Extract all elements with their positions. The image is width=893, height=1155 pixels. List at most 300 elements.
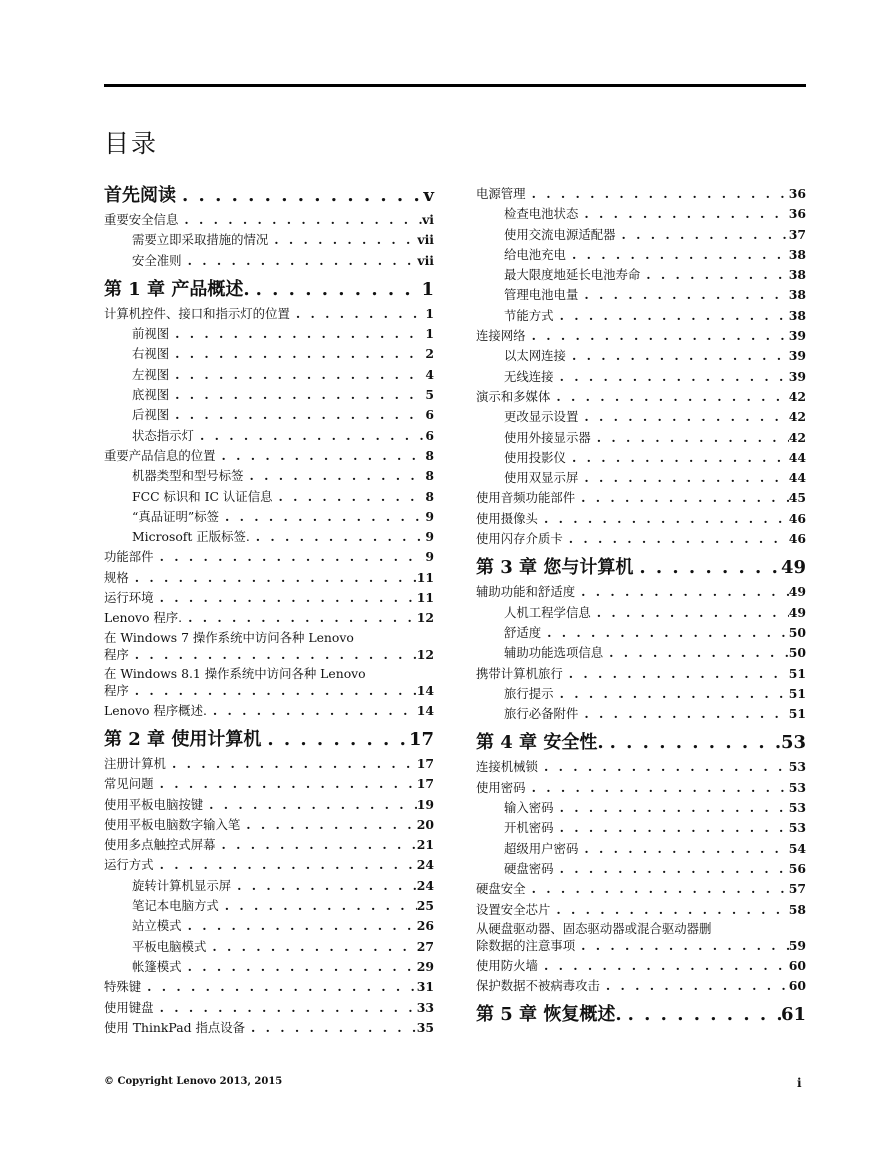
toc-entry-page: 60 — [788, 978, 806, 994]
toc-entry-label: 节能方式 — [504, 307, 554, 323]
toc-entry-page: 19 — [416, 796, 434, 812]
toc-entry-page: 49 — [788, 584, 806, 600]
toc-entry-page: 2 — [425, 346, 434, 362]
toc-entry[interactable] — [476, 839, 806, 859]
toc-entry-label: 帐篷模式 — [132, 958, 182, 974]
toc-entry-label: 演示和多媒体 — [476, 388, 551, 404]
toc-entry-label: 旅行提示 — [504, 685, 554, 701]
toc-entry-label: 电源管理 — [476, 186, 526, 201]
toc-entry-label: 安全准则 — [132, 252, 182, 268]
dot-leader — [554, 818, 789, 838]
toc-entry-label: 使用平板电脑数字输入笔 — [104, 816, 241, 832]
toc-entry-page: 59 — [788, 937, 806, 953]
toc-entry-page: v — [423, 185, 434, 206]
toc-entry-page: 25 — [416, 898, 434, 914]
dot-leader — [578, 285, 788, 305]
dot-leader — [169, 385, 424, 405]
toc-entry-label: 更改显示设置 — [504, 409, 579, 425]
toc-entry-page: 36 — [788, 186, 806, 201]
toc-entry-label: 在 Windows 7 操作系统中访问各种 Lenovo — [104, 629, 354, 645]
toc-entry-label: “真品证明”标签 — [132, 508, 220, 524]
toc-entry-page: 6 — [425, 407, 434, 423]
toc-entry-page: 17 — [416, 776, 434, 792]
dot-leader — [261, 728, 409, 752]
dot-leader — [244, 466, 424, 486]
toc-entry[interactable] — [476, 204, 806, 224]
toc-entry[interactable] — [476, 798, 806, 818]
dot-leader — [566, 245, 789, 265]
toc-entry-label: 人机工程学信息 — [504, 604, 591, 620]
dot-leader — [240, 815, 416, 835]
toc-entry-page: 46 — [788, 531, 806, 547]
toc-entry[interactable] — [476, 468, 806, 488]
toc-entry-page: 4 — [425, 366, 434, 382]
toc-entry-page: 14 — [416, 702, 434, 718]
dot-leader — [622, 1003, 781, 1027]
toc-entry-page: 5 — [425, 387, 434, 403]
dot-leader — [141, 977, 417, 997]
dot-leader — [578, 407, 788, 427]
toc-entry[interactable] — [476, 976, 806, 996]
dot-leader — [176, 184, 424, 208]
toc-entry-label: 后视图 — [132, 407, 170, 423]
dot-leader — [182, 916, 417, 936]
toc-entry-page: 39 — [788, 368, 806, 384]
dot-leader — [538, 956, 789, 976]
toc-entry[interactable] — [104, 385, 434, 405]
dot-leader — [290, 304, 424, 324]
toc-entry-label: 状态指示灯 — [132, 427, 194, 443]
toc-entry-page: 11 — [416, 590, 434, 606]
page-title: 目录 — [104, 129, 159, 158]
dot-leader — [526, 778, 789, 798]
dot-leader — [526, 326, 789, 346]
toc-entry-label: 使用外接显示器 — [504, 429, 591, 445]
toc-entry[interactable] — [104, 405, 434, 425]
toc-entry-page: 26 — [416, 918, 434, 934]
toc-entry-label: 首先阅读 — [104, 185, 176, 206]
toc-entry-label: 注册计算机 — [104, 755, 166, 771]
dot-leader — [563, 529, 789, 549]
page-number: i — [797, 1076, 802, 1090]
dot-leader — [541, 623, 789, 643]
toc-entry-page: 42 — [788, 409, 806, 425]
dot-leader — [169, 324, 424, 344]
dot-leader — [566, 346, 789, 366]
toc-entry[interactable] — [104, 344, 434, 364]
toc-entry-page: 45 — [788, 490, 806, 506]
toc-entry[interactable] — [104, 324, 434, 344]
dot-leader — [575, 488, 789, 508]
toc-entry[interactable] — [476, 488, 806, 508]
toc-entry[interactable] — [476, 387, 806, 407]
toc-entry-label: 使用密码 — [476, 779, 526, 795]
dot-leader — [154, 855, 417, 875]
toc-entry-page: 44 — [788, 470, 806, 486]
dot-leader — [219, 507, 424, 527]
toc-entry-label: 需要立即采取措施的情况 — [132, 232, 269, 248]
dot-leader — [550, 900, 788, 920]
toc-entry-label: 设置安全芯片 — [476, 901, 551, 917]
dot-leader — [554, 859, 789, 879]
dot-leader — [129, 682, 417, 699]
toc-entry[interactable] — [476, 778, 806, 798]
toc-entry[interactable] — [104, 998, 434, 1018]
toc-entry[interactable] — [104, 487, 434, 507]
toc-entry[interactable] — [476, 285, 806, 305]
toc-entry-page: 39 — [788, 328, 806, 344]
toc-entry-label: 输入密码 — [504, 800, 554, 816]
toc-entry-label: 保护数据不被病毒攻击 — [476, 978, 600, 994]
toc-entry-page: 53 — [788, 820, 806, 836]
toc-entry-label: 第 1 章 产品概述. — [104, 278, 250, 300]
dot-leader — [526, 879, 789, 899]
dot-leader — [578, 204, 788, 224]
toc-entry[interactable] — [104, 1018, 434, 1038]
toc-entry-label: 连接网络 — [476, 328, 526, 344]
dot-leader — [538, 757, 789, 777]
toc-entry-label: 功能部件 — [104, 549, 154, 565]
toc-entry[interactable] — [104, 957, 434, 977]
toc-entry-label: 运行方式 — [104, 857, 154, 873]
toc-entry-label: 使用音频功能部件 — [476, 490, 576, 506]
toc-entry-label: FCC 标识和 IC 认证信息 — [132, 488, 273, 504]
toc-entry-label: 旅行必备附件 — [504, 706, 579, 722]
toc-entry-page: 53 — [788, 800, 806, 816]
toc-entry[interactable] — [104, 876, 434, 896]
toc-entry-page: 51 — [788, 685, 806, 701]
toc-entry-label: 左视图 — [132, 366, 170, 382]
toc-entry[interactable] — [476, 859, 806, 879]
toc-entry-page: 49 — [780, 557, 806, 579]
toc-entry[interactable] — [476, 245, 806, 265]
dot-leader — [207, 701, 417, 721]
dot-leader — [554, 367, 789, 387]
toc-entry-page: 20 — [416, 816, 434, 832]
toc-entry-page: 38 — [788, 246, 806, 262]
toc-entry[interactable] — [104, 855, 434, 875]
dot-leader — [554, 798, 789, 818]
toc-entry[interactable] — [104, 937, 434, 957]
toc-entry-label-cont: 除数据的注意事项 — [476, 937, 576, 953]
toc-entry[interactable] — [476, 664, 806, 684]
toc-entry-page: 38 — [788, 307, 806, 323]
dot-leader — [566, 448, 789, 468]
toc-entry-label: Microsoft 正版标签. — [132, 529, 250, 545]
toc-entry-page: 37 — [788, 226, 806, 242]
toc-entry-label: 最大限度地延长电池寿命 — [504, 267, 641, 283]
toc-entry-page: 53 — [780, 732, 806, 754]
toc-entry-page: 50 — [788, 645, 806, 661]
toc-entry-label: 使用双显示屏 — [504, 470, 579, 486]
toc-entry-page: vii — [417, 232, 434, 248]
toc-entry[interactable] — [476, 643, 806, 663]
toc-entry-label: 使用平板电脑按键 — [104, 796, 204, 812]
toc-entry-page: 53 — [788, 759, 806, 775]
toc-entry-page: 1 — [425, 326, 434, 342]
dot-leader — [203, 795, 417, 815]
toc-entry-page: 12 — [416, 646, 434, 662]
toc-chapter-entry[interactable] — [476, 556, 806, 580]
toc-entry-label: 重要产品信息的位置 — [104, 447, 216, 463]
toc-column-right — [476, 184, 806, 1029]
toc-entry[interactable] — [104, 774, 434, 794]
toc-entry-page: 38 — [788, 287, 806, 303]
toc-entry-label: 管理电池电量 — [504, 287, 579, 303]
toc-entry-page: 58 — [788, 901, 806, 917]
toc-entry-label: 机器类型和型号标签 — [132, 468, 244, 484]
toc-entry-page: 56 — [788, 860, 806, 876]
toc-entry-label: 使用投影仪 — [504, 449, 566, 465]
toc-entry[interactable] — [476, 346, 806, 366]
toc-entry[interactable] — [104, 835, 434, 855]
toc-entry-page: 36 — [788, 206, 806, 222]
dot-leader — [633, 556, 781, 580]
toc-chapter-entry[interactable] — [104, 278, 434, 302]
dot-leader — [591, 428, 789, 448]
dot-leader — [272, 487, 424, 507]
toc-entry[interactable] — [476, 623, 806, 643]
toc-entry-label: 特殊键 — [104, 979, 142, 995]
dot-leader — [178, 210, 422, 230]
toc-entry-label: 给电池充电 — [504, 246, 566, 262]
dot-leader — [231, 876, 417, 896]
toc-entry[interactable] — [104, 446, 434, 466]
toc-entry[interactable] — [476, 306, 806, 326]
dot-leader — [219, 896, 417, 916]
toc-entry[interactable] — [104, 754, 434, 774]
toc-entry-page: 35 — [416, 1019, 434, 1035]
dot-leader — [182, 608, 417, 628]
dot-leader — [245, 1018, 417, 1038]
toc-entry-label: 连接机械锁 — [476, 759, 538, 775]
toc-entry-page: 57 — [788, 881, 806, 897]
dot-leader — [169, 405, 424, 425]
toc-entry-page: 14 — [416, 682, 434, 698]
dot-leader — [563, 664, 789, 684]
dot-leader — [169, 365, 424, 385]
toc-entry-label: 站立模式 — [132, 918, 182, 934]
toc-entry-label: 使用摄像头 — [476, 510, 538, 526]
toc-entry-label: 使用键盘 — [104, 999, 154, 1015]
dot-leader — [554, 306, 789, 326]
dot-leader — [216, 446, 424, 466]
toc-entry[interactable] — [104, 466, 434, 486]
dot-leader — [129, 568, 417, 588]
toc-entry-page: 8 — [425, 488, 434, 504]
toc-entry[interactable] — [104, 365, 434, 385]
toc-entry-label: 超级用户密码 — [504, 840, 579, 856]
toc-entry-label: 舒适度 — [504, 624, 542, 640]
toc-entry[interactable] — [476, 225, 806, 245]
toc-entry[interactable] — [476, 603, 806, 623]
toc-entry[interactable] — [104, 896, 434, 916]
toc-entry-page: 42 — [788, 429, 806, 445]
toc-entry-page: 1 — [425, 305, 434, 321]
toc-entry-label: 平板电脑模式 — [132, 938, 207, 954]
toc-entry[interactable] — [476, 757, 806, 777]
toc-entry-label: 辅助功能和舒适度 — [476, 584, 576, 600]
dot-leader — [603, 643, 789, 663]
toc-entry-label: 检查电池状态 — [504, 206, 579, 222]
toc-chapter-entry[interactable] — [476, 1003, 806, 1027]
toc-entry-page: 27 — [416, 938, 434, 954]
toc-entry[interactable] — [476, 407, 806, 427]
toc-entry-page: 8 — [425, 447, 434, 463]
toc-entry-label: 第 4 章 安全性. — [476, 732, 604, 754]
toc-entry[interactable] — [476, 704, 806, 724]
toc-entry[interactable] — [476, 367, 806, 387]
dot-leader — [206, 937, 416, 957]
toc-entry[interactable] — [104, 795, 434, 815]
toc-entry[interactable] — [476, 509, 806, 529]
dot-leader — [250, 527, 424, 547]
toc-entry[interactable] — [104, 588, 434, 608]
toc-entry-page: 8 — [425, 468, 434, 484]
toc-entry-label: 在 Windows 8.1 操作系统中访问各种 Lenovo — [104, 665, 366, 681]
toc-entry-page: 60 — [788, 957, 806, 973]
toc-entry-page: 42 — [788, 388, 806, 404]
toc-entry-label: 使用多点触控式屏幕 — [104, 837, 216, 853]
toc-entry[interactable] — [476, 529, 806, 549]
dot-leader — [578, 468, 788, 488]
toc-entry-label: 使用 ThinkPad 指点设备 — [104, 1019, 246, 1035]
toc-chapter-entry[interactable] — [104, 728, 434, 752]
toc-entry-page: 61 — [780, 1004, 806, 1026]
toc-entry-label: 笔记本电脑方式 — [132, 898, 219, 914]
dot-leader — [129, 646, 417, 663]
toc-entry[interactable] — [104, 665, 434, 701]
toc-entry-page: 24 — [416, 877, 434, 893]
dot-leader — [578, 839, 788, 859]
dot-leader — [554, 684, 789, 704]
toc-entry-page: 17 — [408, 728, 434, 750]
toc-entry[interactable] — [104, 251, 434, 271]
toc-entry-page: 21 — [416, 837, 434, 853]
toc-entry-label: 无线连接 — [504, 368, 554, 384]
toc-entry[interactable] — [104, 701, 434, 721]
toc-entry[interactable] — [104, 507, 434, 527]
dot-leader — [216, 835, 417, 855]
toc-entry[interactable] — [104, 916, 434, 936]
toc-entry-page: 9 — [425, 549, 434, 565]
dot-leader — [578, 704, 788, 724]
dot-leader — [154, 774, 417, 794]
toc-chapter-entry[interactable] — [476, 731, 806, 755]
dot-leader — [616, 225, 789, 245]
toc-entry-page: vi — [422, 212, 434, 227]
toc-column-left — [104, 184, 434, 1038]
toc-entry-label-cont: 程序 — [104, 682, 129, 698]
toc-entry-label: 底视图 — [132, 387, 170, 403]
toc-entry-label: 携带计算机旅行 — [476, 665, 563, 681]
toc-entry[interactable] — [476, 920, 806, 956]
toc-entry-page: 39 — [788, 348, 806, 364]
dot-leader — [526, 184, 789, 204]
toc-entry-page: 50 — [788, 624, 806, 640]
toc-entry[interactable] — [476, 818, 806, 838]
toc-entry[interactable] — [476, 326, 806, 346]
toc-entry-page: 33 — [416, 999, 434, 1015]
toc-entry[interactable] — [104, 629, 434, 665]
dot-leader — [250, 278, 422, 302]
copyright-notice: © Copyright Lenovo 2013, 2015 — [104, 1076, 283, 1087]
header-rule — [104, 84, 806, 87]
toc-entry-page: 11 — [416, 569, 434, 585]
toc-entry-label: 辅助功能选项信息 — [504, 645, 604, 661]
toc-entry[interactable] — [104, 815, 434, 835]
toc-entry[interactable] — [104, 527, 434, 547]
toc-entry[interactable] — [476, 448, 806, 468]
toc-entry-label-cont: 程序 — [104, 646, 129, 662]
toc-entry[interactable] — [476, 684, 806, 704]
toc-entry-page: 31 — [416, 979, 434, 995]
toc-entry[interactable] — [104, 608, 434, 628]
dot-leader — [575, 582, 789, 602]
toc-entry-page: 24 — [416, 857, 434, 873]
toc-entry-label: 计算机控件、接口和指示灯的位置 — [104, 305, 290, 321]
dot-leader — [154, 547, 424, 567]
toc-entry[interactable] — [476, 582, 806, 602]
toc-entry-label: 第 2 章 使用计算机 — [104, 728, 262, 750]
toc-entry-label: 使用闪存介质卡 — [476, 531, 563, 547]
dot-leader — [154, 588, 417, 608]
toc-entry-label: 运行环境 — [104, 590, 154, 606]
toc-entry[interactable] — [476, 428, 806, 448]
toc-entry-label: 以太网连接 — [504, 348, 566, 364]
dot-leader — [600, 976, 789, 996]
toc-entry-label: Lenovo 程序. — [104, 610, 183, 626]
toc-entry[interactable] — [104, 977, 434, 997]
toc-entry[interactable] — [104, 210, 434, 230]
toc-entry-page: 1 — [421, 278, 434, 300]
toc-entry-page: 53 — [788, 779, 806, 795]
toc-entry[interactable] — [104, 426, 434, 446]
toc-entry[interactable] — [476, 184, 806, 204]
dot-leader — [604, 731, 781, 755]
toc-entry-label: Lenovo 程序概述. — [104, 702, 207, 718]
toc-entry-page: 6 — [425, 427, 434, 443]
toc-entry[interactable] — [476, 265, 806, 285]
dot-leader — [591, 603, 789, 623]
toc-chapter-entry[interactable] — [104, 184, 434, 208]
toc-entry-label: 右视图 — [132, 346, 170, 362]
toc-entry[interactable] — [476, 879, 806, 899]
toc-entry-page: 12 — [416, 610, 434, 626]
toc-entry-page: 9 — [425, 508, 434, 524]
toc-entry-page: 9 — [425, 529, 434, 545]
toc-entry-page: 54 — [788, 840, 806, 856]
toc-entry-label: 硬盘安全 — [476, 881, 526, 897]
toc-entry[interactable] — [476, 900, 806, 920]
toc-entry[interactable] — [104, 230, 434, 250]
toc-entry-label: 从硬盘驱动器、固态驱动器或混合驱动器删 — [476, 920, 712, 936]
toc-entry-page: 51 — [788, 706, 806, 722]
dot-leader — [268, 230, 417, 250]
toc-entry-label: 硬盘密码 — [504, 860, 554, 876]
dot-leader — [538, 509, 789, 529]
toc-entry[interactable] — [104, 568, 434, 588]
toc-entry[interactable] — [104, 547, 434, 567]
dot-leader — [169, 344, 424, 364]
toc-entry-label: 使用防火墙 — [476, 957, 538, 973]
toc-entry-label: 重要安全信息 — [104, 212, 179, 227]
toc-entry[interactable] — [104, 304, 434, 324]
toc-entry-label: 开机密码 — [504, 820, 554, 836]
toc-entry-page: 46 — [788, 510, 806, 526]
toc-entry[interactable] — [476, 956, 806, 976]
toc-entry-page: 38 — [788, 267, 806, 283]
